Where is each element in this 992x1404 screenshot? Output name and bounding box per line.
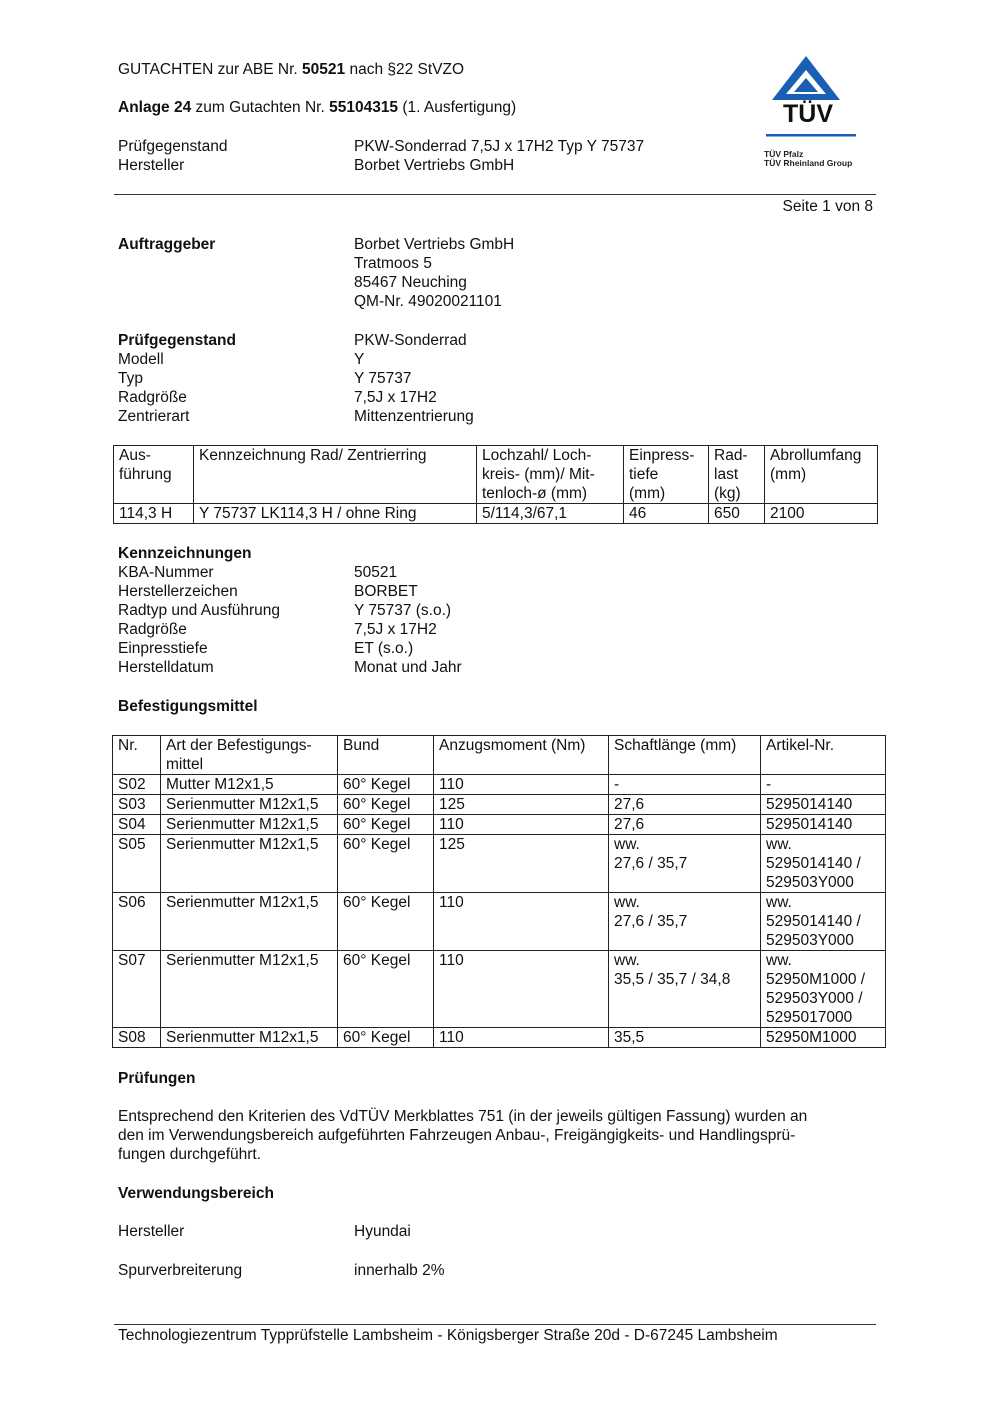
table-header-row bbox=[114, 446, 878, 504]
table-cell: S07 bbox=[113, 951, 161, 1028]
table-cell: 60° Kegel bbox=[338, 951, 434, 1028]
table-cell: ww. 27,6 / 35,7 bbox=[609, 835, 761, 893]
table-cell: ww. 35,5 / 35,7 / 34,8 bbox=[609, 951, 761, 1028]
kennzeichnungen-block bbox=[118, 544, 878, 677]
kennz-label: Radgröße bbox=[118, 621, 187, 638]
table-cell: 125 bbox=[434, 795, 609, 815]
zentrierart-label: Zentrierart bbox=[118, 408, 190, 425]
table-cell: 60° Kegel bbox=[338, 795, 434, 815]
befestigung-table bbox=[112, 735, 886, 1048]
verwendung-hersteller bbox=[118, 1222, 878, 1241]
header-cell: Artikel-Nr. bbox=[761, 736, 886, 775]
tuev-logo-sub2: TÜV Rheinland Group bbox=[764, 158, 853, 168]
kennz-value: Y 75737 (s.o.) bbox=[354, 602, 452, 619]
table-cell: ww. 52950M1000 / 529503Y000 / 5295017000 bbox=[761, 951, 886, 1028]
table-cell: Serienmutter M12x1,5 bbox=[161, 1028, 338, 1048]
header-cell: Aus- führung bbox=[114, 446, 194, 504]
gutachten-number: 55104315 bbox=[329, 99, 399, 116]
table-cell: 46 bbox=[624, 504, 709, 524]
anlage-label: Anlage 24 bbox=[118, 99, 192, 116]
page-number: Seite 1 von 8 bbox=[782, 198, 873, 215]
table-cell: 27,6 bbox=[609, 815, 761, 835]
header-cell: Kennzeichnung Rad/ Zentrierring bbox=[194, 446, 477, 504]
table-cell: 60° Kegel bbox=[338, 775, 434, 795]
header-cell: Schaftlänge (mm) bbox=[609, 736, 761, 775]
header-cell: Anzugsmoment (Nm) bbox=[434, 736, 609, 775]
table-cell: 52950M1000 bbox=[761, 1028, 886, 1048]
table-cell: S08 bbox=[113, 1028, 161, 1048]
auftraggeber-line: QM-Nr. 49020021101 bbox=[354, 293, 502, 310]
table-cell: - bbox=[609, 775, 761, 795]
table-cell: 60° Kegel bbox=[338, 815, 434, 835]
kennz-value: BORBET bbox=[354, 583, 418, 600]
header-cell: Bund bbox=[338, 736, 434, 775]
table-cell: 114,3 H bbox=[114, 504, 194, 524]
table-cell: S02 bbox=[113, 775, 161, 795]
table-cell: Serienmutter M12x1,5 bbox=[161, 893, 338, 951]
anlage-suffix: (1. Ausfertigung) bbox=[402, 99, 517, 116]
footer-divider bbox=[114, 1324, 876, 1325]
auftraggeber-line: 85467 Neuching bbox=[354, 274, 467, 291]
auftraggeber-block bbox=[118, 235, 878, 311]
typ-label: Typ bbox=[118, 370, 143, 387]
table-cell: Serienmutter M12x1,5 bbox=[161, 815, 338, 835]
ausfuehrung-table bbox=[113, 445, 878, 524]
verwendungsbereich-title: Verwendungsbereich bbox=[118, 1185, 274, 1202]
pruefgegenstand-block bbox=[118, 331, 878, 426]
table-cell: ww. 5295014140 / 529503Y000 bbox=[761, 893, 886, 951]
spurverbreiterung-value: innerhalb 2% bbox=[354, 1262, 445, 1279]
kennz-value: 7,5J x 17H2 bbox=[354, 621, 437, 638]
table-cell: Y 75737 LK114,3 H / ohne Ring bbox=[194, 504, 477, 524]
table-cell: 110 bbox=[434, 893, 609, 951]
table-cell: 110 bbox=[434, 951, 609, 1028]
radgroesse-value: 7,5J x 17H2 bbox=[354, 389, 437, 406]
header-cell: Art der Befestigungs- mittel bbox=[161, 736, 338, 775]
kennz-label: Einpresstiefe bbox=[118, 640, 208, 657]
title-suffix: nach §22 StVZO bbox=[349, 61, 465, 78]
typ-value: Y 75737 bbox=[354, 370, 412, 387]
table-cell: 110 bbox=[434, 775, 609, 795]
table-cell: 2100 bbox=[765, 504, 878, 524]
table-cell: 60° Kegel bbox=[338, 835, 434, 893]
kennz-value: ET (s.o.) bbox=[354, 640, 414, 657]
kennz-label: KBA-Nummer bbox=[118, 564, 214, 581]
header-cell: Abrollumfang (mm) bbox=[765, 446, 878, 504]
pruefgegenstand-label: Prüfgegenstand bbox=[118, 332, 236, 349]
zentrierart-value: Mittenzentrierung bbox=[354, 408, 474, 425]
tuev-logo-text: TÜV bbox=[783, 100, 833, 128]
table-cell: 5295014140 bbox=[761, 795, 886, 815]
verwendung-hersteller-value: Hyundai bbox=[354, 1223, 411, 1240]
table-header-row bbox=[113, 736, 886, 775]
header-pruefgegenstand-label: Prüfgegenstand bbox=[118, 138, 228, 155]
table-cell: 60° Kegel bbox=[338, 1028, 434, 1048]
doc-title-line bbox=[118, 60, 464, 79]
spurverbreiterung-label: Spurverbreiterung bbox=[118, 1262, 243, 1279]
befestigung-title: Befestigungsmittel bbox=[118, 698, 258, 715]
anlage-mid: zum Gutachten Nr. bbox=[195, 99, 325, 116]
table-cell: Mutter M12x1,5 bbox=[161, 775, 338, 795]
kennz-label: Herstelldatum bbox=[118, 659, 214, 676]
verwendung-hersteller-label: Hersteller bbox=[118, 1223, 185, 1240]
table-cell: Serienmutter M12x1,5 bbox=[161, 795, 338, 815]
table-cell: 110 bbox=[434, 1028, 609, 1048]
pruefgegenstand-value: PKW-Sonderrad bbox=[354, 332, 467, 349]
table-cell: S04 bbox=[113, 815, 161, 835]
table-cell: S06 bbox=[113, 893, 161, 951]
verwendung-spur bbox=[118, 1261, 878, 1280]
kennz-label: Herstellerzeichen bbox=[118, 583, 238, 600]
table-cell: 110 bbox=[434, 815, 609, 835]
table-cell: 650 bbox=[709, 504, 765, 524]
kennz-value: 50521 bbox=[354, 564, 398, 581]
header-hersteller-label: Hersteller bbox=[118, 157, 185, 174]
header-subject-block bbox=[118, 137, 738, 175]
auftraggeber-line: Tratmoos 5 bbox=[354, 255, 432, 272]
abe-number: 50521 bbox=[302, 61, 346, 78]
header-divider bbox=[114, 194, 876, 195]
table-cell: ww. 5295014140 / 529503Y000 bbox=[761, 835, 886, 893]
header-cell: Lochzahl/ Loch- kreis- (mm)/ Mit- tenloch-ø (mm) bbox=[477, 446, 624, 504]
kennz-value: Monat und Jahr bbox=[354, 659, 462, 676]
modell-label: Modell bbox=[118, 351, 164, 368]
auftraggeber-line: Borbet Vertriebs GmbH bbox=[354, 236, 515, 253]
table-row bbox=[113, 795, 886, 815]
header-hersteller-value: Borbet Vertriebs GmbH bbox=[354, 157, 515, 174]
table-cell: - bbox=[761, 775, 886, 795]
pruefungen-title: Prüfungen bbox=[118, 1070, 196, 1087]
footer-address: Technologiezentrum Typprüfstelle Lambsheim - Königsberger Straße 20d - D-67245 Lambsheim bbox=[118, 1327, 778, 1344]
tuev-logo bbox=[762, 54, 860, 172]
header-cell: Rad- last (kg) bbox=[709, 446, 765, 504]
kennz-label: Radtyp und Ausführung bbox=[118, 602, 281, 619]
header-cell: Einpress- tiefe (mm) bbox=[624, 446, 709, 504]
table-row bbox=[113, 893, 886, 951]
header-pruefgegenstand-value: PKW-Sonderrad 7,5J x 17H2 Typ Y 75737 bbox=[354, 138, 645, 155]
table-row bbox=[113, 835, 886, 893]
table-cell: S05 bbox=[113, 835, 161, 893]
table-row bbox=[114, 504, 878, 524]
table-cell: 60° Kegel bbox=[338, 893, 434, 951]
table-row bbox=[113, 951, 886, 1028]
table-cell: ww. 27,6 / 35,7 bbox=[609, 893, 761, 951]
table-cell: 27,6 bbox=[609, 795, 761, 815]
kennzeichnungen-title: Kennzeichnungen bbox=[118, 545, 252, 562]
table-cell: 35,5 bbox=[609, 1028, 761, 1048]
pruefungen-text: Entsprechend den Kriterien des VdTÜV Merkblattes 751 (in der jeweils gültigen Fassung) wurden an den im Verwendungsbereich aufgeführten Fahrzeugen Anbau-, Freigängigkeits- und Handlingsprü- fungen durchgeführt. bbox=[118, 1108, 808, 1163]
table-cell: 5295014140 bbox=[761, 815, 886, 835]
header-cell: Nr. bbox=[113, 736, 161, 775]
table-cell: Serienmutter M12x1,5 bbox=[161, 835, 338, 893]
modell-value: Y bbox=[354, 351, 365, 368]
table-cell: Serienmutter M12x1,5 bbox=[161, 951, 338, 1028]
title-prefix: GUTACHTEN zur ABE Nr. bbox=[118, 61, 298, 78]
table-cell: S03 bbox=[113, 795, 161, 815]
anlage-line bbox=[118, 98, 516, 117]
radgroesse-label: Radgröße bbox=[118, 389, 187, 406]
tuev-logo-sub1: TÜV Pfalz bbox=[764, 149, 804, 159]
table-row bbox=[113, 775, 886, 795]
table-cell: 125 bbox=[434, 835, 609, 893]
auftraggeber-label: Auftraggeber bbox=[118, 236, 216, 253]
table-cell: 5/114,3/67,1 bbox=[477, 504, 624, 524]
table-row bbox=[113, 1028, 886, 1048]
table-row bbox=[113, 815, 886, 835]
